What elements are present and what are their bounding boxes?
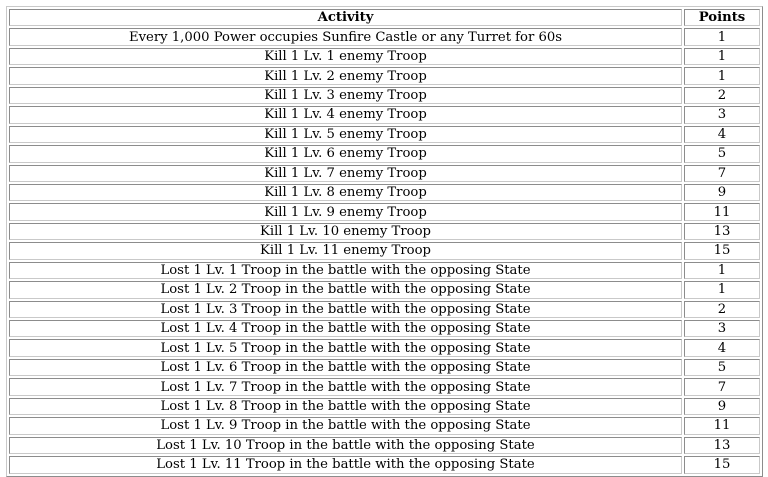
activity-cell: Lost 1 Lv. 11 Troop in the battle with the opposing State (9, 456, 682, 473)
table-row (9, 67, 760, 84)
activity-cell: Kill 1 Lv. 9 enemy Troop (9, 203, 682, 220)
points-cell: 15 (684, 242, 760, 259)
table-row (9, 301, 760, 318)
activity-cell: Lost 1 Lv. 6 Troop in the battle with the opposing State (9, 359, 682, 376)
table-row (9, 223, 760, 240)
table-row (9, 126, 760, 143)
activity-cell: Kill 1 Lv. 10 enemy Troop (9, 223, 682, 240)
points-cell: 2 (684, 301, 760, 318)
activity-column-header: Activity (9, 9, 682, 26)
points-cell: 1 (684, 28, 760, 45)
table-row (9, 48, 760, 65)
points-cell: 3 (684, 106, 760, 123)
activity-cell: Lost 1 Lv. 2 Troop in the battle with the opposing State (9, 281, 682, 298)
activity-cell: Every 1,000 Power occupies Sunfire Castle or any Turret for 60s (9, 28, 682, 45)
table-row (9, 398, 760, 415)
activity-cell: Kill 1 Lv. 11 enemy Troop (9, 242, 682, 259)
activity-cell: Lost 1 Lv. 5 Troop in the battle with the opposing State (9, 339, 682, 356)
table-row (9, 378, 760, 395)
activity-cell: Kill 1 Lv. 5 enemy Troop (9, 126, 682, 143)
points-cell: 15 (684, 456, 760, 473)
table-row (9, 339, 760, 356)
points-table (6, 6, 763, 477)
table-row (9, 87, 760, 104)
points-cell: 13 (684, 437, 760, 454)
points-cell: 1 (684, 67, 760, 84)
activity-cell: Lost 1 Lv. 10 Troop in the battle with the opposing State (9, 437, 682, 454)
activity-cell: Kill 1 Lv. 2 enemy Troop (9, 67, 682, 84)
table-row (9, 242, 760, 259)
points-cell: 9 (684, 184, 760, 201)
points-cell: 3 (684, 320, 760, 337)
table-row (9, 320, 760, 337)
table-row (9, 437, 760, 454)
points-cell: 7 (684, 378, 760, 395)
points-cell: 7 (684, 165, 760, 182)
points-cell: 4 (684, 339, 760, 356)
points-cell: 13 (684, 223, 760, 240)
points-column-header: Points (684, 9, 760, 26)
table-row (9, 145, 760, 162)
points-cell: 2 (684, 87, 760, 104)
points-cell: 11 (684, 203, 760, 220)
table-row (9, 184, 760, 201)
points-cell: 5 (684, 145, 760, 162)
table-row (9, 28, 760, 45)
activity-cell: Kill 1 Lv. 3 enemy Troop (9, 87, 682, 104)
table-row (9, 165, 760, 182)
activity-cell: Kill 1 Lv. 6 enemy Troop (9, 145, 682, 162)
points-cell: 11 (684, 417, 760, 434)
activity-cell: Kill 1 Lv. 7 enemy Troop (9, 165, 682, 182)
points-cell: 1 (684, 281, 760, 298)
points-cell: 1 (684, 262, 760, 279)
activity-cell: Kill 1 Lv. 4 enemy Troop (9, 106, 682, 123)
activity-cell: Kill 1 Lv. 8 enemy Troop (9, 184, 682, 201)
points-cell: 5 (684, 359, 760, 376)
points-cell: 9 (684, 398, 760, 415)
table-row (9, 417, 760, 434)
points-cell: 4 (684, 126, 760, 143)
activity-cell: Lost 1 Lv. 4 Troop in the battle with the opposing State (9, 320, 682, 337)
activity-cell: Lost 1 Lv. 8 Troop in the battle with the opposing State (9, 398, 682, 415)
activity-cell: Lost 1 Lv. 1 Troop in the battle with the opposing State (9, 262, 682, 279)
table-row (9, 106, 760, 123)
table-row (9, 203, 760, 220)
header-row (9, 9, 760, 26)
activity-cell: Lost 1 Lv. 9 Troop in the battle with the opposing State (9, 417, 682, 434)
points-cell: 1 (684, 48, 760, 65)
activity-cell: Lost 1 Lv. 7 Troop in the battle with the opposing State (9, 378, 682, 395)
table-row (9, 281, 760, 298)
table-row (9, 359, 760, 376)
activity-cell: Lost 1 Lv. 3 Troop in the battle with the opposing State (9, 301, 682, 318)
activity-cell: Kill 1 Lv. 1 enemy Troop (9, 48, 682, 65)
table-row (9, 262, 760, 279)
